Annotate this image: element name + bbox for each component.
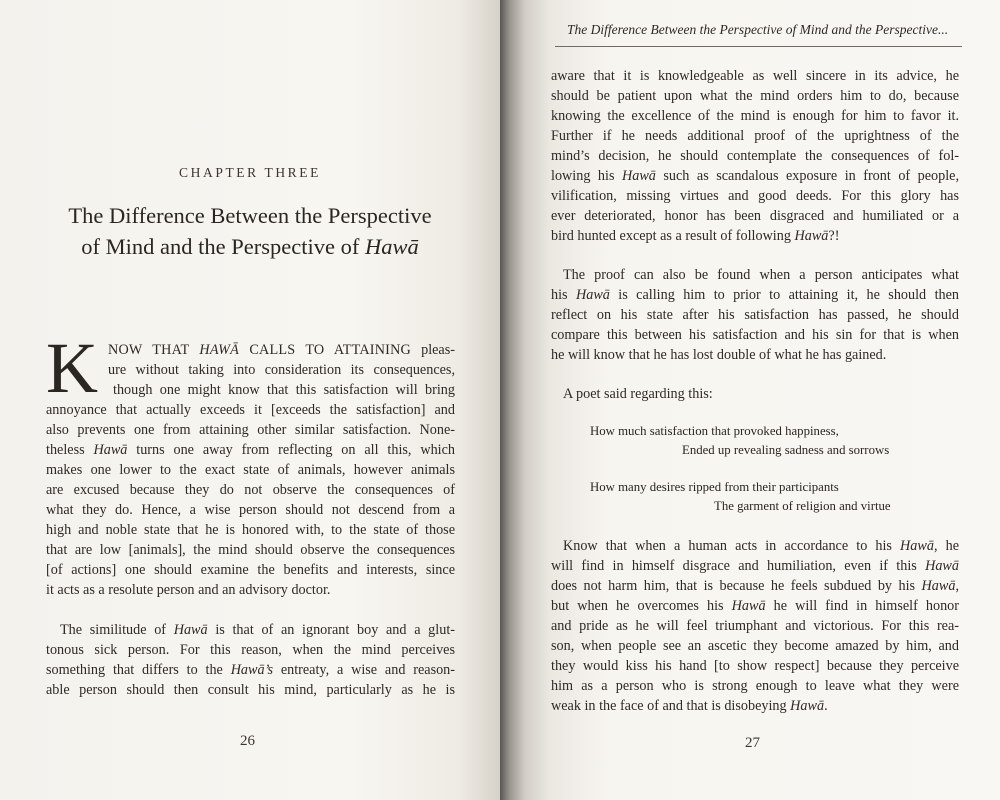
lead-caps-2: CALLS TO ATTAINING <box>239 342 411 358</box>
text-span: theless <box>46 442 94 458</box>
text-span: turns one away from reflecting on all this, which <box>127 442 455 458</box>
text-line: though one might know that this satisfaction will bring <box>113 382 455 398</box>
hawa-italic: Hawā <box>621 168 656 184</box>
text-line <box>551 556 959 576</box>
verse-1-line-1: How much satisfaction that provoked happiness, <box>590 424 839 438</box>
text-line <box>551 696 828 716</box>
page-number-left: 26 <box>240 733 255 749</box>
page-number-right: 27 <box>745 735 760 751</box>
hawa-italic: Hawā <box>794 228 829 244</box>
hawa-italic: Hawā <box>790 698 825 714</box>
text-line: son, when people see an ascetic they become amazed by him, and <box>551 638 959 654</box>
text-span: . <box>824 698 828 714</box>
hawa-italic: Hawā’s <box>230 662 273 678</box>
text-line: what they do. Hence, a wise person should not descend from a <box>46 502 455 518</box>
text-line: ure without taking into consideration its consequences, <box>108 362 455 378</box>
text-span: does not harm him, that is because he feels subdued by his <box>551 578 922 594</box>
text-span: will find in himself disgrace and humiliation, even if this <box>551 558 926 574</box>
chapter-title <box>40 200 460 262</box>
hawa-italic: Hawā <box>93 442 128 458</box>
text-line <box>108 340 455 360</box>
text-line: that are low [animals], the mind should observe the consequences <box>46 542 455 558</box>
text-line: [of actions] one should examine the benefits and interests, since <box>46 562 455 578</box>
text-line: knowing the excellence of the mind is enough for him to favor it. <box>551 108 959 124</box>
hawa-italic: Hawā <box>900 538 934 554</box>
text-line: are excused because they do not observe the consequences of <box>46 482 455 498</box>
verse-1-line-2: Ended up revealing sadness and sorrows <box>682 443 890 457</box>
text-span: , <box>955 578 959 594</box>
text-line: vilification, missing virtues and good deeds. For this glory has <box>551 188 959 204</box>
lead-caps-hawa: HAWĀ <box>199 342 240 358</box>
text-line: reflect on his state after his satisfaction has passed, he should <box>551 307 959 323</box>
text-line <box>551 596 959 616</box>
text-line: mind’s decision, he should contemplate the consequences of fol- <box>551 148 959 164</box>
chapter-label: CHAPTER THREE <box>179 165 321 180</box>
text-line: they would kiss his hand [to show respect] because they perceive <box>551 658 959 674</box>
hawa-italic: Hawā <box>575 287 610 303</box>
text-span: is calling him to prior to attaining it, he should then <box>609 287 959 303</box>
text-span: lowing his <box>551 168 622 184</box>
text-span: entreaty, a wise and reason- <box>273 662 455 678</box>
hawa-italic: Hawā <box>925 558 959 574</box>
text-span: weak in the face of and that is disobeying <box>551 698 791 714</box>
text-line: he will know that he has lost double of what he has gained. <box>551 347 887 363</box>
text-span: his <box>551 287 576 303</box>
chapter-title-line-1: The Difference Between the Perspective <box>68 203 432 228</box>
lead-caps: NOW THAT <box>108 342 200 358</box>
chapter-title-line-2-text: of Mind and the Perspective of <box>81 234 365 259</box>
text-span: The similitude of <box>60 622 174 638</box>
text-line: The proof can also be found when a person anticipates what <box>563 267 959 283</box>
text-span: is that of an ignorant boy and a glut- <box>207 622 455 638</box>
poet-intro: A poet said regarding this: <box>563 386 713 402</box>
text-line <box>46 440 455 460</box>
running-head: The Difference Between the Perspective of Mind and the Perspective... <box>567 22 949 37</box>
text-line: and pride as he will feel triumphant and victorious. For this rea- <box>551 618 959 634</box>
text-span: but when he overcomes his <box>551 598 732 614</box>
running-head-rule <box>555 46 962 47</box>
text-span: he will find in himself honor <box>765 598 959 614</box>
text-line: him as a person who is strong enough to leave what they were <box>551 678 959 694</box>
text-line <box>551 166 959 186</box>
verse-2-line-1: How many desires ripped from their participants <box>590 480 839 494</box>
text-line: Further if he needs additional proof of the uprightness of the <box>551 128 959 144</box>
text-line: should be patient upon what the mind orders him to do, because <box>551 88 959 104</box>
hawa-italic: Hawā <box>173 622 208 638</box>
text-line <box>46 660 455 680</box>
text-span: , he <box>933 538 959 554</box>
chapter-title-hawa: Hawā <box>364 234 419 259</box>
text-line: compare this between his satisfaction and his sin for that is when <box>551 327 959 343</box>
text-span: bird hunted except as a result of following <box>551 228 795 244</box>
chapter-title-line-2 <box>40 231 460 262</box>
text-line <box>551 285 959 305</box>
text-span: such as scandalous exposure in front of people, <box>655 168 960 184</box>
text-line: it acts as a resolute person and an advisory doctor. <box>46 582 331 598</box>
text-span: ?! <box>828 228 840 244</box>
text-line: able person should then consult his mind, particularly as he is <box>46 682 455 698</box>
text-span: something that differs to the <box>46 662 231 678</box>
text-line <box>551 226 839 246</box>
drop-cap: K <box>46 328 98 408</box>
text-line: makes one lower to the exact state of animals, however animals <box>46 462 455 478</box>
text-line: tonous sick person. For this reason, when the mind perceives <box>46 642 455 658</box>
text-line: high and noble state that he is honored with, to the state of those <box>46 522 455 538</box>
text-line <box>563 536 959 556</box>
text-line <box>551 576 959 596</box>
hawa-italic: Hawā <box>731 598 766 614</box>
text-span: Know that when a human acts in accordance to his <box>563 538 901 554</box>
verse-2-line-2: The garment of religion and virtue <box>714 499 891 513</box>
text-line <box>60 620 455 640</box>
text-line: annoyance that actually exceeds it [exceeds the satisfaction] and <box>46 402 455 418</box>
text-line: ever deteriorated, honor has been disgraced and humiliated or a <box>551 208 959 224</box>
text-line: also prevents one from attaining other similar satisfaction. None- <box>46 422 455 438</box>
hawa-italic: Hawā <box>921 578 956 594</box>
lead-rest: pleas- <box>411 342 455 358</box>
text-line: aware that it is knowledgeable as well sincere in its advice, he <box>551 68 959 84</box>
